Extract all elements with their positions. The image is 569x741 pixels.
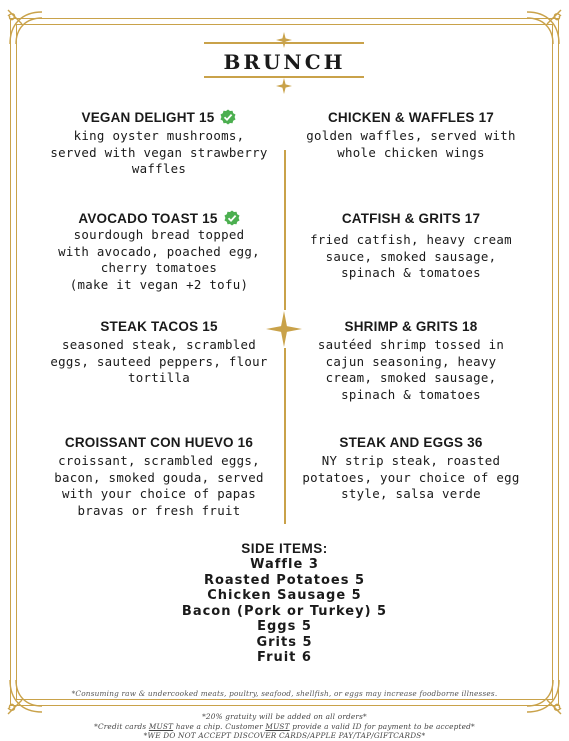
desc-line: cherry tomatoes <box>100 260 218 275</box>
side-item: Eggs 5 <box>257 619 312 634</box>
item-description <box>286 128 536 161</box>
side-items <box>0 541 569 666</box>
star-ornament-icon <box>276 78 292 94</box>
item-name: STEAK TACOS 15 <box>100 319 218 334</box>
desc-line: king oyster mushrooms, <box>73 128 245 143</box>
desc-line: style, salsa verde <box>341 486 481 501</box>
desc-line: sauce, smoked sausage, <box>325 248 497 264</box>
item-description <box>34 453 284 519</box>
menu-item <box>286 210 536 282</box>
desc-line: golden waffles, served with <box>306 128 516 143</box>
desc-line: spinach & tomatoes <box>341 386 481 402</box>
desc-line: fried catfish, heavy cream <box>310 232 512 247</box>
desc-line: seasoned steak, scrambled <box>62 337 256 352</box>
side-items-header: SIDE ITEMS: <box>241 541 328 556</box>
menu-item <box>286 318 536 403</box>
item-name: STEAK AND EGGS 36 <box>339 435 483 450</box>
menu-item <box>286 434 536 503</box>
desc-line: bacon, smoked gouda, served <box>54 469 264 485</box>
menu-item <box>34 434 284 519</box>
menu-item <box>34 210 284 293</box>
side-item: Bacon (Pork or Turkey) 5 <box>181 603 388 619</box>
menu-item <box>34 109 284 178</box>
side-item: Waffle 3 <box>250 557 319 572</box>
payment-footnotes <box>0 712 569 741</box>
item-name: AVOCADO TOAST 15 <box>34 210 284 228</box>
side-item: Fruit 6 <box>257 650 312 665</box>
item-description <box>34 227 284 293</box>
item-name: CHICKEN & WAFFLES 17 <box>327 110 494 125</box>
star-ornament-icon <box>276 32 292 48</box>
desc-line: sourdough bread topped <box>73 227 245 242</box>
desc-line: sautéed shrimp tossed in <box>317 337 505 352</box>
desc-line: (make it vegan +2 tofu) <box>69 276 249 292</box>
desc-line: NY strip steak, roasted <box>321 453 501 468</box>
vegan-check-icon <box>220 109 236 125</box>
desc-line: waffles <box>131 161 187 176</box>
corner-ornament-icon <box>521 4 567 50</box>
item-name: VEGAN DELIGHT 15 <box>34 109 284 127</box>
credit-card-note: *Credit cards MUST have a chip. Customer MUST provide a valid ID for payment to be accepted* <box>94 721 475 731</box>
item-name: CATFISH & GRITS 17 <box>341 211 481 226</box>
desc-line: with avocado, poached egg, <box>58 243 260 259</box>
item-name: CROISSANT CON HUEVO 16 <box>64 435 254 450</box>
payment-restrictions-note: *WE DO NOT ACCEPT DISCOVER CARDS/APPLE PAY/TAP/GIFTCARDS* <box>143 731 426 740</box>
desc-line: tortilla <box>127 370 191 385</box>
side-item: Roasted Potatoes 5 <box>203 572 366 588</box>
item-description <box>286 232 536 282</box>
corner-ornament-icon <box>2 4 48 50</box>
menu-item <box>286 109 536 161</box>
item-description <box>286 337 536 403</box>
item-description <box>34 128 284 178</box>
vegan-check-icon <box>224 210 240 226</box>
menu-item <box>34 318 284 387</box>
desc-line: cream, smoked sausage, <box>325 370 497 385</box>
desc-line: croissant, scrambled eggs, <box>58 453 260 468</box>
desc-line: eggs, sauteed peppers, flour <box>50 353 268 369</box>
desc-line: spinach & tomatoes <box>341 265 481 280</box>
item-description <box>286 453 536 503</box>
side-item: Grits 5 <box>256 634 313 650</box>
menu-title: BRUNCH <box>223 50 346 74</box>
title-rule-top <box>204 42 364 44</box>
food-safety-disclaimer: *Consuming raw & undercooked meats, poultry, seafood, shellfish, or eggs may increase foodborne illnesses. <box>71 689 498 698</box>
desc-line: whole chicken wings <box>337 144 485 160</box>
desc-line: with your choice of papas <box>62 486 256 501</box>
desc-line: bravas or fresh fruit <box>77 502 241 518</box>
side-item: Chicken Sausage 5 <box>207 588 362 603</box>
desc-line: served with vegan strawberry <box>50 144 268 160</box>
desc-line: cajun seasoning, heavy <box>325 353 497 369</box>
desc-line: potatoes, your choice of egg <box>302 469 520 485</box>
gratuity-note: *20% gratuity will be added on all orders* <box>202 712 367 721</box>
item-description <box>34 337 284 387</box>
item-name: SHRIMP & GRITS 18 <box>344 319 478 334</box>
